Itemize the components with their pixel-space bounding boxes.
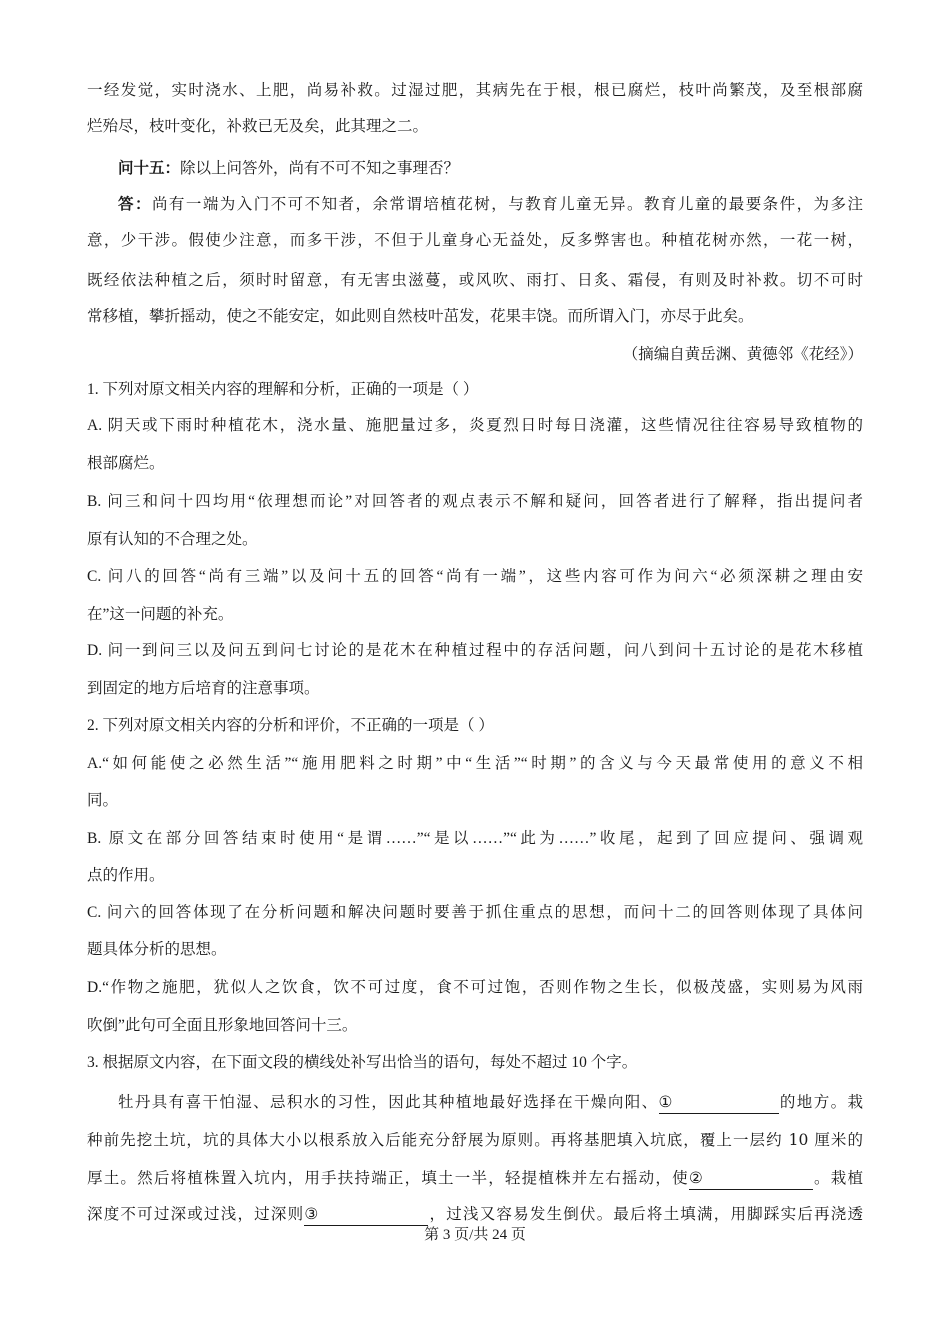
question-1-stem: 1. 下列对原文相关内容的理解和分析，正确的一项是（ ）: [87, 381, 479, 398]
page-number: 第 3 页/共 24 页: [424, 1227, 526, 1243]
q1-option-c: C. 问八的回答“尚有三端”以及问十五的回答“尚有一端”，这些内容可作为问六“必须深耕之理由安: [87, 568, 863, 585]
fill-passage-line: 种前先挖土坑，坑的具体大小以根系放入后能充分舒展为原则。再将基肥填入坑底，覆上一层约 10 厘米的: [87, 1131, 863, 1149]
q2-option-a-cont: 同。: [87, 792, 119, 809]
fill-passage-line: [87, 1160, 863, 1196]
fill-text: 。栽植: [812, 1169, 863, 1187]
passage-line: 一经发觉，实时浇水、上肥，尚易补救。过湿过肥，其病先在于根，根已腐烂，枝叶尚繁茂，及至根部腐: [87, 81, 863, 99]
q2-option-c: C. 问六的回答体现了在分析问题和解决问题时要善于抓住重点的思想，而问十二的回答则体现了具体问: [87, 904, 863, 921]
q1-option-b: B. 问三和问十四均用“依理想而论”对回答者的观点表示不解和疑问，回答者进行了解释，指出提问者: [87, 493, 863, 510]
source-citation: （摘编自黄岳渊、黄德邻《花经》）: [622, 345, 863, 363]
answer-line: 常移植，攀折摇动，使之不能安定，如此则自然枝叶茁发，花果丰饶。而所谓入门，亦尽于此矣。: [87, 307, 754, 325]
question-2-stem: 2. 下列对原文相关内容的分析和评价，不正确的一项是（ ）: [87, 717, 494, 734]
question-15-text: 除以上问答外，尚有不可不知之事理否？: [180, 159, 460, 177]
answer-text: 尚有一端为入门不可不知者，余常谓培植花树，与教育儿童无异。教育儿童的最要条件，为多注: [151, 195, 863, 213]
fill-text: 牡丹具有喜干怕湿、忌积水的习性，因此其种植地最好选择在干燥向阳、: [118, 1093, 659, 1111]
q1-option-d: D. 问一到问三以及问五到问七讨论的是花木在种植过程中的存活问题，问八到问十五讨论的是花木移植: [87, 642, 863, 659]
answer-line: 既经依法种植之后，须时时留意，有无害虫滋蔓，或风吹、雨打、日炙、霜侵，有则及时补救。切不可时: [87, 271, 863, 289]
q2-option-c-cont: 题具体分析的思想。: [87, 941, 227, 958]
passage-line: 烂殆尽，枝叶变化，补救已无及矣，此其理之二。: [87, 117, 429, 135]
fill-text: 的地方。栽: [778, 1093, 863, 1111]
q1-option-a: A. 阴天或下雨时种植花木，浇水量、施肥量过多，炎夏烈日时每日浇灌，这些情况往往容易导致植物的: [87, 417, 863, 434]
blank-2[interactable]: ②: [689, 1167, 813, 1190]
fill-text: 厚土。然后将植株置入坑内，用手扶持端正，填土一半，轻提植株并左右摇动，使: [87, 1169, 689, 1187]
q1-option-c-cont: 在”这一问题的补充。: [87, 606, 234, 623]
fill-passage-line: [87, 1084, 863, 1120]
q1-option-a-cont: 根部腐烂。: [87, 455, 165, 472]
answer-line: 意，少干涉。假使少注意，而多干涉，不但于儿童身心无益处，反多弊害也。种植花树亦然，一花一树，: [87, 231, 863, 249]
q2-option-d-cont: 吹倒”此句可全面且形象地回答问十三。: [87, 1017, 358, 1034]
blank-3[interactable]: ③: [304, 1203, 428, 1226]
fill-text: 深度不可过深或过浅，过深则: [87, 1205, 305, 1223]
fill-text: ，过浅又容易发生倒伏。最后将土填满，用脚踩实后再浇透: [428, 1205, 863, 1223]
question-3-stem: 3. 根据原文内容，在下面文段的横线处补写出恰当的语句，每处不超过 10 个字。: [87, 1054, 638, 1071]
q2-option-b-cont: 点的作用。: [87, 867, 165, 884]
q2-option-d: D.“作物之施肥，犹似人之饮食，饮不可过度，食不可过饱，否则作物之生长，似极茂盛，实则易为风雨: [87, 979, 863, 996]
answer-label: 答：: [118, 194, 152, 213]
q1-option-b-cont: 原有认知的不合理之处。: [87, 531, 258, 548]
q2-option-b: B. 原文在部分回答结束时使用“是谓……”“是以……”“此为……”收尾，起到了回应提问、强调观: [87, 830, 863, 847]
question-15-label: 问十五：: [118, 158, 181, 177]
question-15: [87, 150, 863, 186]
blank-1[interactable]: ①: [659, 1091, 779, 1114]
q2-option-a: A.“如何能使之必然生活”“施用肥料之时期”中“生活”“时期”的含义与今天最常使用的意义不相: [87, 755, 863, 772]
q1-option-d-cont: 到固定的地方后培育的注意事项。: [87, 680, 320, 697]
answer-line: [87, 186, 863, 222]
